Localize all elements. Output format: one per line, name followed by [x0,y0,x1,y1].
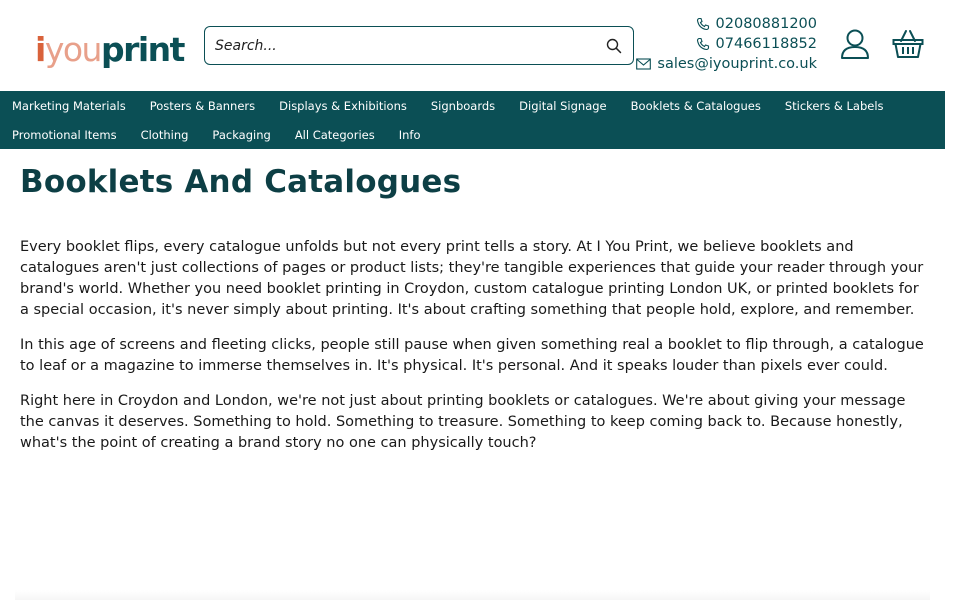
nav-item-digital-signage[interactable]: Digital Signage [519,98,607,113]
main-nav [0,91,945,149]
nav-item-packaging[interactable]: Packaging [212,127,271,142]
nav-row-1 [0,91,896,120]
search-input[interactable] [215,33,595,59]
page-title: Booklets And Catalogues [20,164,462,200]
site-header [0,0,945,91]
intro-paragraph-1: Every booklet flips, every catalogue unfolds but not every print tells a story. At I You Print, we believe booklets and catalogues aren't just collections of pages or product lists; they're tangible experiences that guide your reader through your brand's world. Whether you need booklet printing in Croydon, custom catalogue printing London UK, or printed booklets for a special occasion, it's never simply about printing. It's about crafting something that people hold, explore, and remember. [20,239,924,318]
account-icon[interactable] [839,28,871,60]
email-row[interactable] [636,54,817,74]
nav-item-marketing-materials[interactable]: Marketing Materials [12,98,126,113]
search-box [204,26,634,65]
nav-row-2 [0,120,432,149]
logo-you: you [44,30,101,69]
email-address[interactable]: sales@iyouprint.co.uk [657,56,817,72]
main-content [20,160,930,454]
nav-item-all-categories[interactable]: All Categories [294,127,375,142]
nav-item-posters-banners[interactable]: Posters & Banners [149,98,256,113]
search-icon[interactable] [605,37,623,55]
phone-number-2[interactable]: 07466118852 [715,36,817,52]
phone-icon [696,17,710,31]
logo-print: print [100,30,184,69]
intro-paragraph-2: In this age of screens and fleeting clicks, people still pause when given something real a booklet to flip through, a catalogue to leaf or a magazine to immerse themselves in. It's physical. It's personal. And it speaks louder than pixels ever could. [20,337,924,374]
content-divider [15,590,930,600]
phone-row-2[interactable] [636,34,817,54]
nav-item-booklets-catalogues[interactable]: Booklets & Catalogues [630,98,761,113]
nav-item-stickers-labels[interactable]: Stickers & Labels [784,98,884,113]
logo-i: i [35,30,45,69]
email-icon [636,58,651,70]
contact-info [636,14,817,74]
nav-item-clothing[interactable]: Clothing [140,127,189,142]
site-logo[interactable] [35,28,184,72]
intro-paragraph-3: Right here in Croydon and London, we're not just about printing booklets or catalogues. We're about giving your message the canvas it deserves. Something to hold. Something to treasure. Something to keep coming back to. Because honestly, what's the point of creating a brand story no one can physically touch? [20,393,906,451]
nav-item-info[interactable]: Info [398,127,421,142]
phone-icon [696,37,710,51]
nav-item-signboards[interactable]: Signboards [430,98,496,113]
nav-item-displays-exhibitions[interactable]: Displays & Exhibitions [279,98,407,113]
phone-number-1[interactable]: 02080881200 [715,16,817,32]
phone-row-1[interactable] [636,14,817,34]
basket-icon[interactable] [892,28,924,60]
nav-item-promotional-items[interactable]: Promotional Items [12,127,117,142]
